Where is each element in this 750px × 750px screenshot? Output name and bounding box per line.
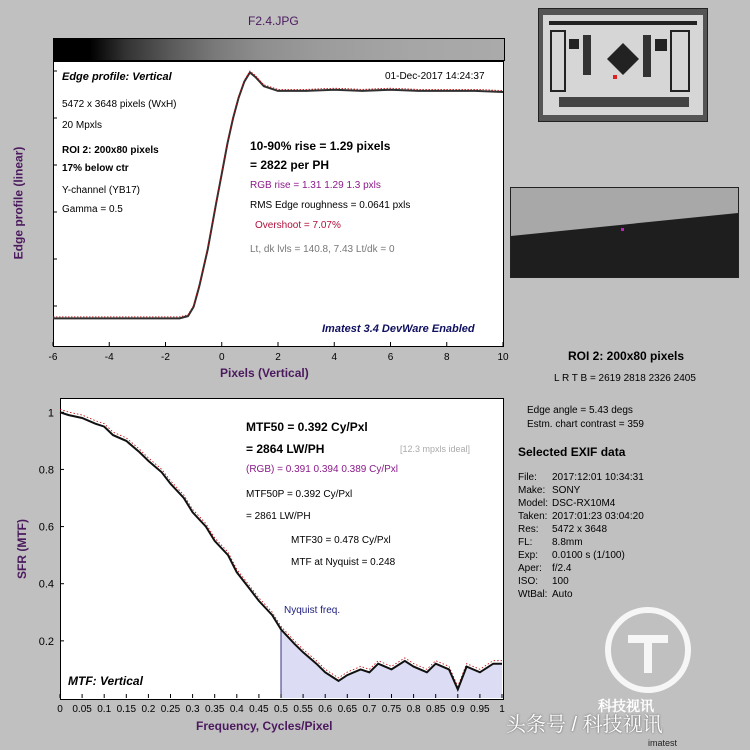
- exif-value: SONY: [552, 485, 581, 496]
- mtf-x-tick-label: 0.65: [337, 704, 358, 715]
- mtf-x-tick-label: 0.15: [116, 704, 137, 715]
- mtf-x-tick-label: 0.8: [406, 704, 421, 715]
- exif-key: Exp:: [518, 550, 539, 561]
- rgb-rise: RGB rise = 1.31 1.29 1.3 pxls: [250, 180, 381, 191]
- mtf50p-lwph: = 2861 LW/PH: [246, 511, 311, 522]
- brand-logo-text: 科技视讯: [598, 698, 654, 714]
- exif-key: File:: [518, 472, 537, 483]
- edge-plot-heading: Edge profile: Vertical: [62, 71, 172, 83]
- mtf-y-tick-label: 1: [47, 407, 54, 420]
- exif-key: WtBal:: [518, 589, 548, 600]
- mtf-x-tick-label: 0.3: [185, 704, 200, 715]
- mtf-y-tick-label: 0.2: [38, 635, 54, 648]
- edge-x-tick-label: 2: [275, 352, 281, 363]
- mtf-x-tick-label: 0.85: [425, 704, 446, 715]
- overshoot-value: Overshoot = 7.07%: [255, 220, 341, 231]
- mtf-x-tick-label: 0.95: [470, 704, 490, 715]
- exif-title: Selected EXIF data: [518, 445, 626, 459]
- mtf50p-value: MTF50P = 0.392 Cy/Pxl: [246, 489, 353, 500]
- file-title: F2.4.JPG: [248, 14, 299, 28]
- exif-key: ISO:: [518, 576, 539, 587]
- exif-key: Aper:: [518, 563, 542, 574]
- exif-key: Taken:: [518, 511, 548, 522]
- edge-y-axis-label: Edge profile (linear): [11, 146, 26, 260]
- imatest-devware-label: Imatest 3.4 DevWare Enabled: [322, 323, 475, 335]
- megapixel-info: 20 Mpxls: [62, 120, 103, 131]
- edge-angle: Edge angle = 5.43 degs: [527, 405, 633, 416]
- resolution-info: 5472 x 3648 pixels (WxH): [62, 99, 177, 110]
- mtf-x-tick-label: 0.6: [318, 704, 333, 715]
- rise-per-ph: = 2822 per PH: [250, 158, 330, 172]
- mtf-x-tick-label: 1: [499, 704, 505, 715]
- exif-value: 100: [552, 576, 569, 587]
- edge-plot-date: 01-Dec-2017 14:24:37: [385, 71, 485, 82]
- mtf30-value: MTF30 = 0.478 Cy/Pxl: [291, 535, 391, 546]
- rise-value: 10-90% rise = 1.29 pixels: [250, 139, 391, 153]
- mtf-y-tick-label: 0.8: [38, 464, 54, 477]
- chart-contrast: Estm. chart contrast = 359: [527, 419, 644, 430]
- mtf-x-tick-label: 0.05: [72, 704, 92, 715]
- edge-x-tick-label: -4: [104, 352, 114, 363]
- mtf-x-tick-label: 0.1: [97, 704, 112, 715]
- exif-key: Res:: [518, 524, 539, 535]
- exif-value: 5472 x 3648: [552, 524, 608, 535]
- exif-value: 2017:01:23 03:04:20: [552, 511, 644, 522]
- mtf-x-tick-label: 0.4: [229, 704, 244, 715]
- mtf-x-tick-label: 0: [57, 704, 63, 715]
- mtf-y-tick-label: 0.4: [38, 578, 54, 591]
- mtf-x-tick-label: 0.7: [362, 704, 377, 715]
- edge-x-tick-label: 6: [387, 352, 394, 363]
- mtf-x-tick-label: 0.25: [160, 704, 181, 715]
- imatest-logo: imatest: [648, 738, 678, 748]
- levels-info: Lt, dk lvls = 140.8, 7.43 Lt/dk = 0: [250, 244, 395, 255]
- exif-key: FL:: [518, 537, 533, 548]
- roi-line1: ROI 2: 200x80 pixels: [62, 145, 159, 156]
- mtf-x-tick-label: 0.75: [381, 704, 402, 715]
- channel-info: Y-channel (YB17): [62, 185, 141, 196]
- mtf50-value: MTF50 = 0.392 Cy/Pxl: [246, 420, 368, 434]
- mtf-x-tick-label: 0.5: [274, 704, 288, 715]
- mtf50-lwph: = 2864 LW/PH: [246, 442, 325, 456]
- exif-value: f/2.4: [552, 563, 572, 574]
- exif-value: DSC-RX10M4: [552, 498, 616, 509]
- edge-x-tick-label: 0: [218, 352, 225, 363]
- edge-x-tick-label: -2: [161, 352, 170, 363]
- mtf-x-tick-label: 0.9: [450, 704, 465, 715]
- mtf50-rgb: (RGB) = 0.391 0.394 0.389 Cy/Pxl: [246, 464, 399, 475]
- gamma-info: Gamma = 0.5: [62, 204, 123, 215]
- mtf-x-tick-label: 0.2: [141, 704, 156, 715]
- ideal-mpxls: [12.3 mpxls ideal]: [400, 444, 471, 454]
- exif-key: Make:: [518, 485, 546, 496]
- mtf-nyquist-value: MTF at Nyquist = 0.248: [291, 557, 396, 568]
- roi-lrtb: L R T B = 2619 2818 2326 2405: [554, 373, 696, 384]
- exif-key: Model:: [518, 498, 549, 509]
- exif-value: 0.0100 s (1/100): [552, 550, 625, 561]
- rms-roughness: RMS Edge roughness = 0.0641 pxls: [250, 200, 411, 211]
- mtf-plot-heading: MTF: Vertical: [68, 674, 143, 688]
- exif-value: 2017:12:01 10:34:31: [552, 472, 644, 483]
- nyquist-label: Nyquist freq.: [284, 605, 341, 616]
- exif-value: 8.8mm: [552, 537, 583, 548]
- brand-logo: [603, 605, 693, 695]
- mtf-y-tick-label: 0.6: [38, 521, 54, 534]
- roi-line2: 17% below ctr: [62, 163, 129, 174]
- exif-value: Auto: [552, 589, 573, 600]
- edge-x-axis-label: Pixels (Vertical): [220, 366, 309, 380]
- mtf-x-tick-label: 0.45: [249, 704, 269, 715]
- edge-x-tick-label: 4: [331, 352, 338, 363]
- edge-x-tick-label: 8: [443, 352, 450, 363]
- edge-x-tick-label: -6: [48, 352, 58, 363]
- mtf-x-tick-label: 0.35: [204, 704, 225, 715]
- edge-x-tick-label: 10: [497, 352, 509, 363]
- roi-info-title: ROI 2: 200x80 pixels: [568, 349, 685, 363]
- mtf-x-tick-label: 0.55: [293, 704, 313, 715]
- mtf-x-axis-label: Frequency, Cycles/Pixel: [196, 719, 333, 733]
- mtf-y-axis-label: SFR (MTF): [14, 519, 29, 579]
- footer-watermark: 头条号 / 科技视讯: [506, 714, 663, 736]
